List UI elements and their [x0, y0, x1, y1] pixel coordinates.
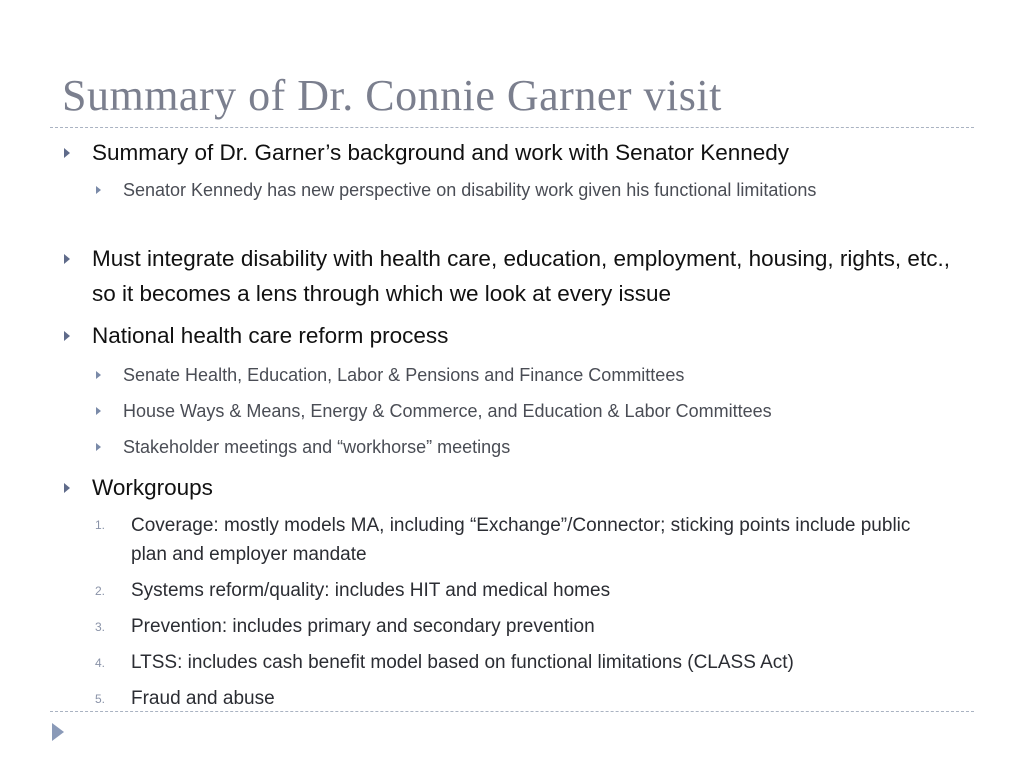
bullet-summary: Summary of Dr. Garner’s background and work with Senator Kennedy	[92, 140, 790, 165]
numbered-item-ltss: LTSS: includes cash benefit model based on functional limitations (CLASS Act)	[131, 652, 794, 673]
sub-bullet-icon	[96, 186, 101, 194]
bullet-icon	[64, 254, 70, 264]
footer-divider	[50, 711, 974, 712]
triangle-right-icon[interactable]	[52, 723, 64, 741]
numbered-item-systems: Systems reform/quality: includes HIT and medical homes	[131, 580, 611, 601]
bullet-icon	[64, 331, 70, 341]
sub-bullet-stakeholder: Stakeholder meetings and “workhorse” meetings	[123, 437, 511, 457]
sub-bullet-senate: Senate Health, Education, Labor & Pensions and Finance Committees	[123, 365, 685, 385]
sub-bullet-icon	[96, 407, 101, 415]
sub-bullet-icon	[96, 443, 101, 451]
list-number: 5.	[95, 692, 106, 706]
list-number: 4.	[95, 656, 106, 670]
list-number: 1.	[95, 518, 106, 532]
bullet-icon	[64, 148, 70, 158]
slide-title: Summary of Dr. Connie Garner visit	[62, 71, 722, 120]
bullet-reform-process: National health care reform process	[92, 323, 449, 348]
numbered-item-coverage: Coverage: mostly models MA, including “Exchange”/Connector; sticking points include public plan and employer mandate	[131, 515, 911, 565]
bullet-icon	[64, 483, 70, 493]
numbered-item-prevention: Prevention: includes primary and secondary prevention	[131, 616, 595, 637]
sub-bullet-icon	[96, 371, 101, 379]
list-number: 2.	[95, 584, 106, 598]
sub-bullet-house: House Ways & Means, Energy & Commerce, and Education & Labor Committees	[123, 401, 772, 421]
sub-bullet-kennedy: Senator Kennedy has new perspective on disability work given his functional limitations	[123, 180, 817, 200]
bullet-integrate: Must integrate disability with health care, education, employment, housing, rights, etc., so it becomes a lens through which we look at every issue	[92, 246, 950, 306]
bullet-workgroups: Workgroups	[92, 475, 213, 500]
list-number: 3.	[95, 620, 106, 634]
numbered-item-fraud: Fraud and abuse	[131, 688, 275, 709]
